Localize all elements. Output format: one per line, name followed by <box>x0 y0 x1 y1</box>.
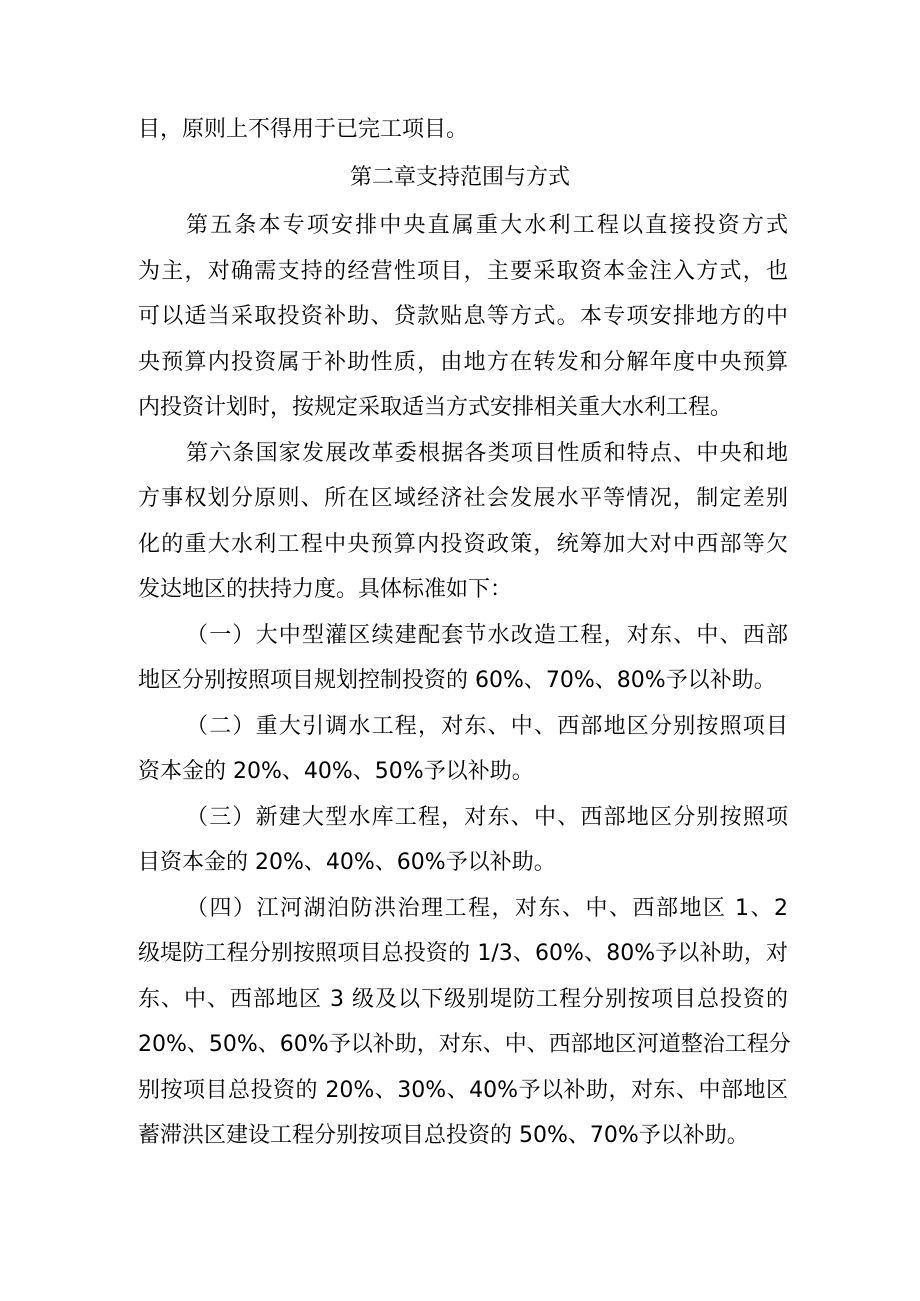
text-line: 第五条本专项安排中央直属重大水利工程以直接投资方式 <box>186 213 788 238</box>
text-line: 别按项目总投资的 20%、30%、40%予以补助，对东、中部地区 <box>138 1078 788 1103</box>
text-line: （一）大中型灌区续建配套节水改造工程，对东、中、西部 <box>186 623 788 648</box>
text-line: 级堤防工程分别按照项目总投资的 1/3、60%、80%予以补助，对 <box>138 941 788 966</box>
text-line: （三）新建大型水库工程，对东、中、西部地区分别按照项 <box>186 805 788 830</box>
text-line: 内投资计划时，按规定采取适当方式安排相关重大水利工程。 <box>138 395 733 420</box>
text-line: 地区分别按照项目规划控制投资的 60%、70%、80%予以补助。 <box>138 668 776 693</box>
text-line: 20%、50%、60%予以补助，对东、中、西部地区河道整治工程分 <box>138 1032 791 1057</box>
text-line: （四）江河湖泊防洪治理工程，对东、中、西部地区 1、2 <box>186 896 788 921</box>
text-line: 化的重大水利工程中央预算内投资政策，统筹加大对中西部等欠 <box>138 532 788 557</box>
text-line: （二）重大引调水工程，对东、中、西部地区分别按照项目 <box>186 714 788 739</box>
text-line: 可以适当采取投资补助、贷款贴息等方式。本专项安排地方的中 <box>138 304 788 329</box>
text-line: 目资本金的 20%、40%、60%予以补助。 <box>138 850 556 875</box>
text-line: 为主，对确需支持的经营性项目，主要采取资本金注入方式，也 <box>138 259 788 284</box>
text-line: 发达地区的扶持力度。具体标准如下： <box>138 577 513 602</box>
chapter-heading: 第二章支持范围与方式 <box>349 165 570 190</box>
text-line: 资本金的 20%、40%、50%予以补助。 <box>138 759 534 784</box>
text-line: 蓄滞洪区建设工程分别按项目总投资的 50%、70%予以补助。 <box>138 1123 749 1148</box>
text-line: 目，原则上不得用于已完工项目。 <box>138 117 469 142</box>
text-line: 第六条国家发展改革委根据各类项目性质和特点、中央和地 <box>186 441 788 466</box>
text-line: 央预算内投资属于补助性质，由地方在转发和分解年度中央预算 <box>138 350 788 375</box>
text-line: 方事权划分原则、所在区域经济社会发展水平等情况，制定差别 <box>138 486 788 511</box>
text-line: 东、中、西部地区 3 级及以下级别堤防工程分别按项目总投资的 <box>138 987 788 1012</box>
